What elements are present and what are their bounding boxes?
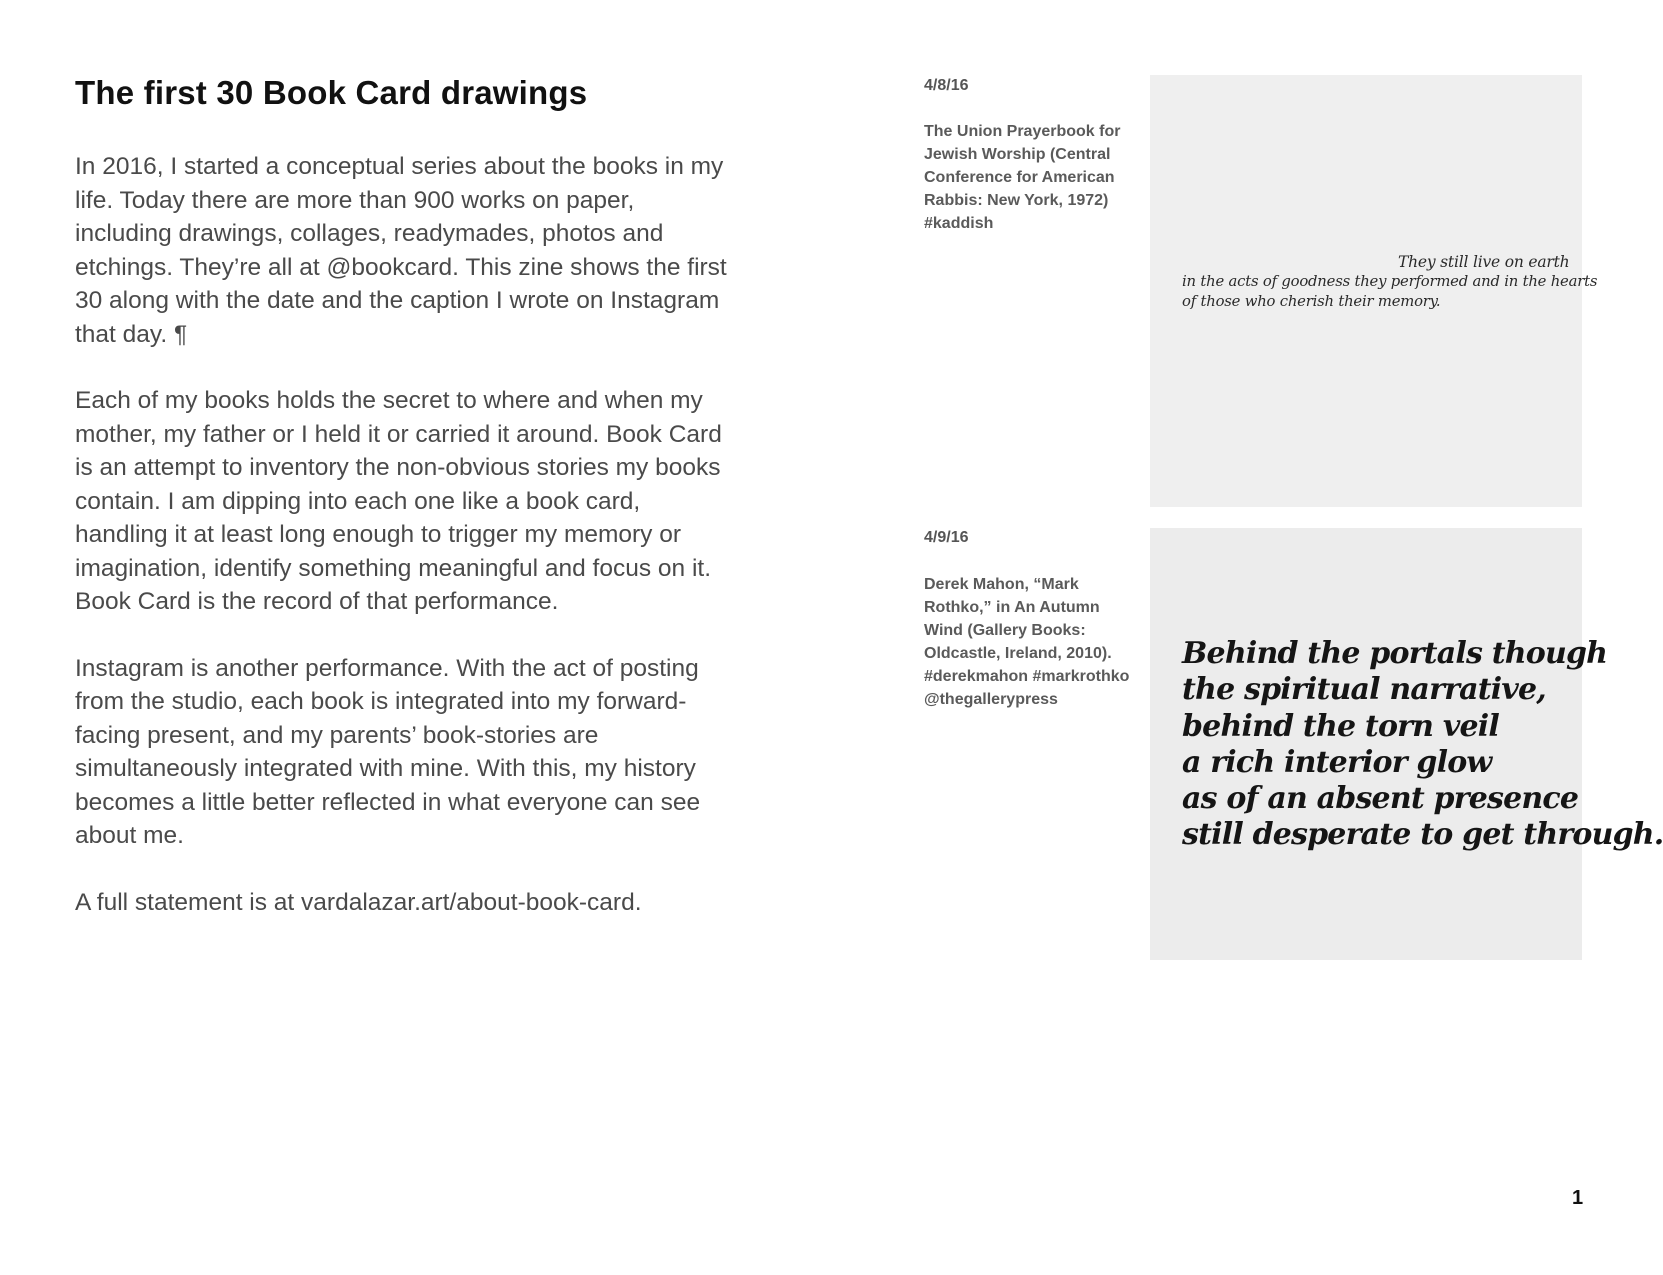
drawing-text-line: in the acts of goodness they performed and in the hearts bbox=[1182, 273, 1598, 290]
drawing-text-line: Behind the portals though bbox=[1182, 636, 1608, 671]
entry-date: 4/8/16 bbox=[924, 77, 969, 94]
entry-date: 4/9/16 bbox=[924, 529, 969, 546]
entry-caption: The Union Prayerbook for Jewish Worship (Central Conference for American Rabbis: New York, 1972) #kaddish bbox=[924, 123, 1121, 232]
book-card-drawing bbox=[1150, 528, 1663, 960]
drawing-text-line: of those who cherish their memory. bbox=[1182, 293, 1441, 310]
book-card-drawing bbox=[1150, 75, 1598, 507]
drawing-text-line: the spiritual narrative, bbox=[1182, 672, 1546, 707]
intro-paragraph: Each of my books holds the secret to where and when my mother, my father or I held it or carried it around. Book Card is an attempt to inventory the non-obvious stories my books contain. I am dipping into each one like a book card, handling it at least long enough to trigger my memory or imagination, identify something meaningful and focus on it. Book Card is the record of that performance. bbox=[75, 387, 722, 615]
statement-link-text: A full statement is at vardalazar.art/about-book-card. bbox=[75, 888, 642, 916]
intro-paragraph: Instagram is another performance. With the act of posting from the studio, each book is integrated into my forward-facing present, and my parents’ book-stories are simultaneously integrated with mine. With this, my history becomes a little better reflected in what everyone can see about me. bbox=[75, 654, 701, 849]
drawing-text-line: as of an absent presence bbox=[1182, 781, 1579, 816]
drawing-text-line: still desperate to get through. bbox=[1182, 817, 1663, 852]
drawing-text-line: behind the torn veil bbox=[1182, 709, 1499, 744]
drawing-text-line: a rich interior glow bbox=[1182, 745, 1492, 780]
intro-text bbox=[75, 150, 735, 952]
intro-paragraph: In 2016, I started a conceptual series about the books in my life. Today there are more than 900 works on paper, including drawings, collages, readymades, photos and etchings. They’re all at @bookcard. This zine shows the first 30 along with the date and the caption I wrote on Instagram that day. ¶ bbox=[75, 153, 727, 348]
entry-caption: Derek Mahon, “Mark Rothko,” in An Autumn Wind (Gallery Books: Oldcastle, Ireland, 2010). #derekmahon #markrothko @thegallerypress bbox=[924, 576, 1130, 708]
page-number: 1 bbox=[1572, 1187, 1584, 1209]
page-title: The first 30 Book Card drawings bbox=[75, 74, 588, 111]
drawing-text-line: They still live on earth bbox=[1398, 253, 1570, 271]
